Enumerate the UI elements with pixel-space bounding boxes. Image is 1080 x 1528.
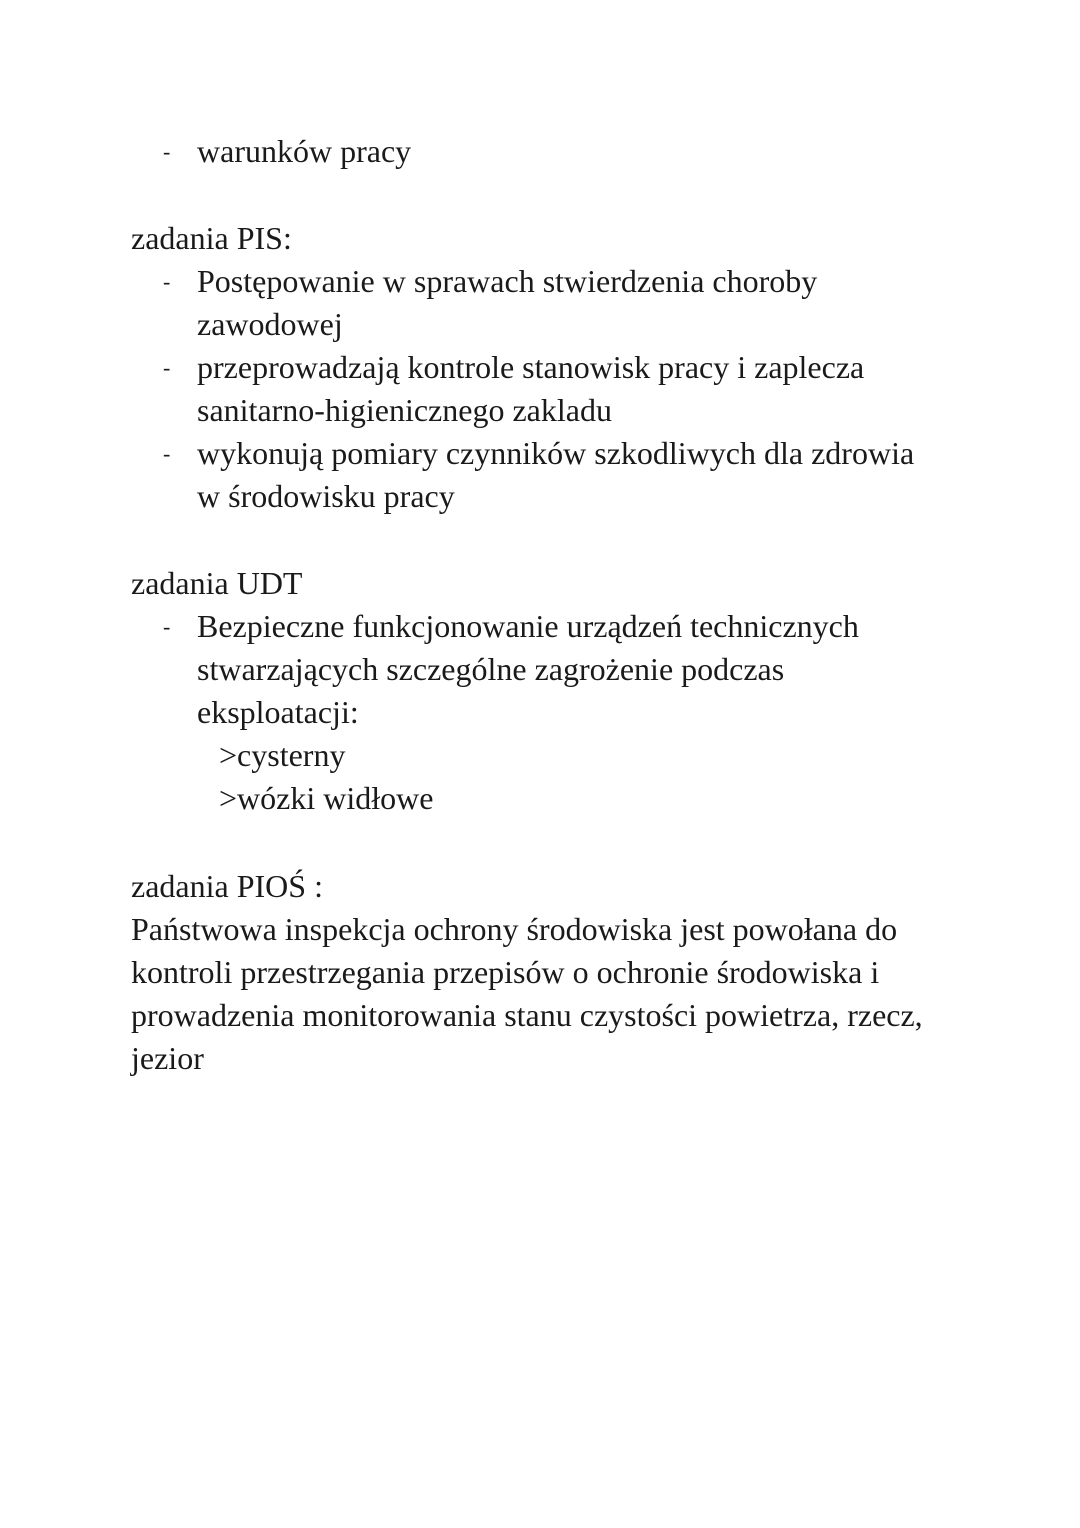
text-line: przeprowadzają kontrole stanowisk pracy i zaplecza	[197, 349, 865, 385]
text-line: stwarzających szczególne zagrożenie podczas	[197, 651, 785, 687]
text-line: Postępowanie w sprawach stwierdzenia choroby	[197, 263, 818, 299]
sub-item: >wózki widłowe	[219, 780, 434, 816]
list-item-text	[197, 130, 957, 173]
bullet-marker: -	[163, 269, 171, 294]
bullet-marker: -	[163, 614, 171, 639]
text-line: sanitarno-higienicznego zakladu	[197, 392, 612, 428]
text-line: warunków pracy	[197, 133, 412, 169]
text-line: Bezpieczne funkcjonowanie urządzeń technicznych	[197, 608, 859, 644]
list-item-text	[197, 605, 957, 734]
text-line: kontroli przestrzegania przepisów o ochronie środowiska i	[131, 954, 880, 990]
text-line: zawodowej	[197, 306, 343, 342]
list-item-text	[197, 432, 957, 518]
text-line: jezior	[131, 1040, 204, 1076]
sub-item: >cysterny	[219, 737, 346, 773]
bullet-marker: -	[163, 139, 171, 164]
text-line: prowadzenia monitorowania stanu czystości powietrza, rzecz,	[131, 997, 923, 1033]
section-heading-udt: zadania UDT	[131, 565, 303, 601]
bullet-marker: -	[163, 441, 171, 466]
text-line: Państwowa inspekcja ochrony środowiska jest powołana do	[131, 911, 898, 947]
section-heading-pis: zadania PIS:	[131, 220, 292, 256]
section-heading-pios: zadania PIOŚ :	[131, 868, 323, 904]
paragraph	[131, 908, 961, 1080]
text-line: wykonują pomiary czynników szkodliwych dla zdrowia	[197, 435, 915, 471]
text-line: w środowisku pracy	[197, 478, 455, 514]
list-item-text	[197, 346, 957, 432]
list-item-text	[197, 260, 957, 346]
bullet-marker: -	[163, 355, 171, 380]
text-line: eksploatacji:	[197, 694, 359, 730]
